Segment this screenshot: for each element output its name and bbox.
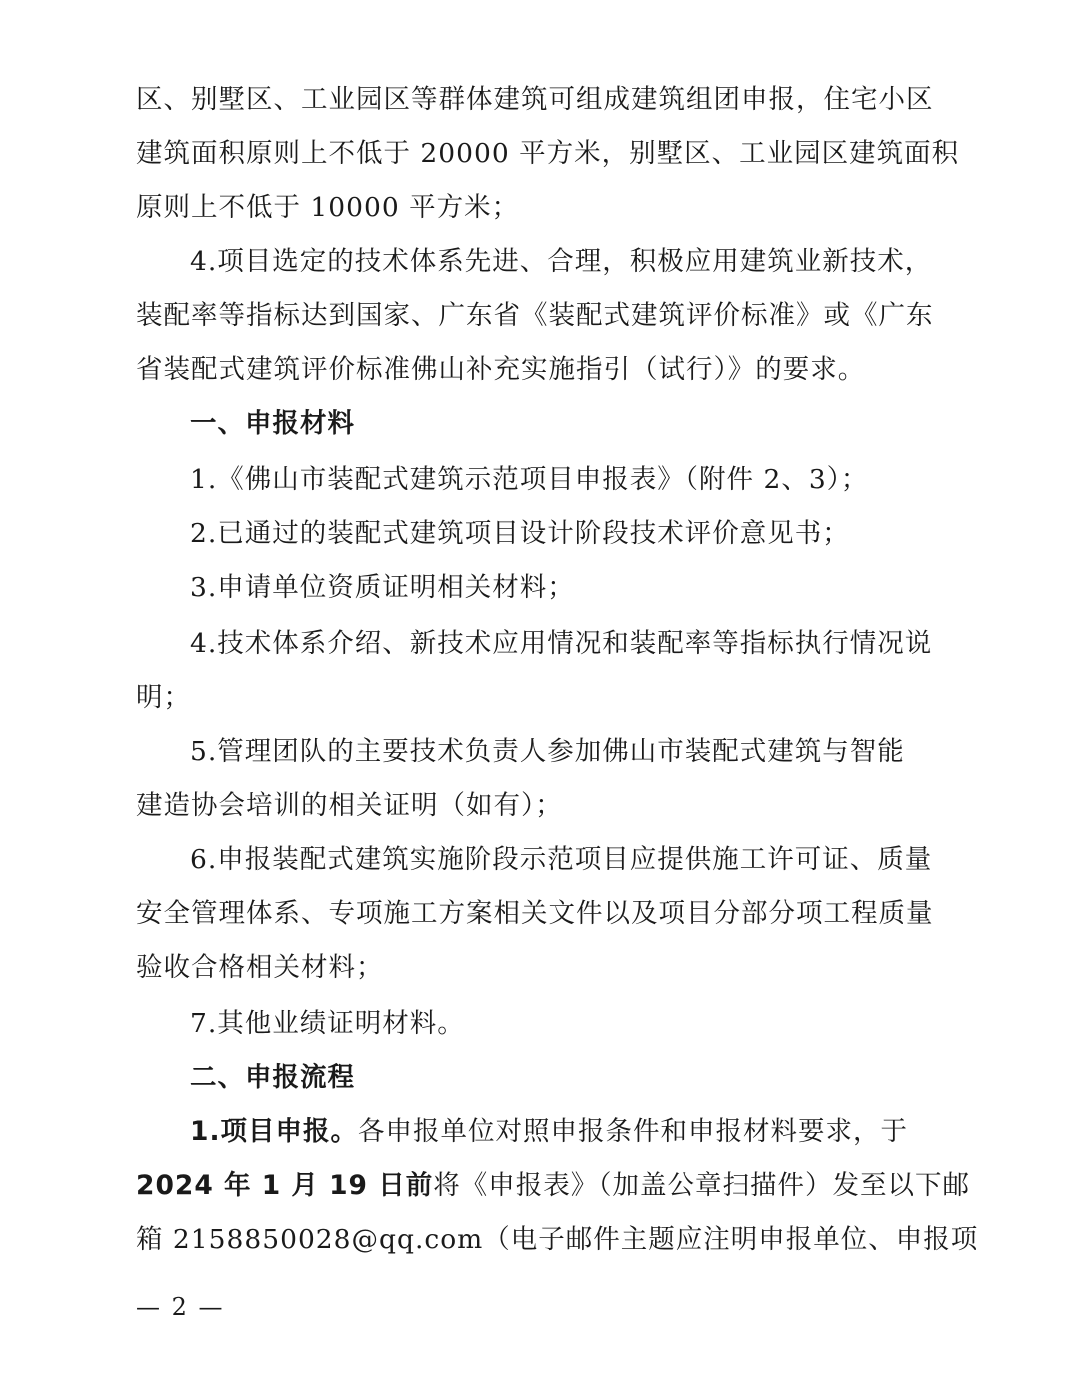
process-step-text: 将《申报表》（加盖公章扫描件）发至以下邮 — [433, 1170, 970, 1201]
process-line — [0, 1166, 1071, 1206]
process-line — [0, 1112, 1071, 1152]
section-heading-materials: 一、申报材料 — [190, 408, 355, 439]
process-step-title: 1.项目申报。 — [190, 1116, 359, 1147]
list-item: 2.已通过的装配式建筑项目设计阶段技术评价意见书； — [190, 518, 850, 549]
list-item: 7.其他业绩证明材料。 — [190, 1008, 465, 1039]
process-line: 箱 2158850028@qq.com（电子邮件主题应注明申报单位、申报项 — [136, 1224, 979, 1255]
list-item: 5.管理团队的主要技术负责人参加佛山市装配式建筑与智能 — [190, 736, 905, 767]
list-item: 6.申报装配式建筑实施阶段示范项目应提供施工许可证、质量 — [190, 844, 933, 875]
paragraph-line: 建筑面积原则上不低于 20000 平方米，别墅区、工业园区建筑面积 — [136, 138, 960, 169]
section-heading-process: 二、申报流程 — [190, 1062, 355, 1093]
paragraph-line: 装配率等指标达到国家、广东省《装配式建筑评价标准》或《广东 — [136, 300, 934, 331]
list-item-continued: 建造协会培训的相关证明（如有）； — [136, 790, 563, 821]
paragraph-line: 原则上不低于 10000 平方米； — [136, 192, 520, 223]
page-number: — 2 — — [136, 1293, 225, 1321]
process-step-text: 各申报单位对照申报条件和申报材料要求，于 — [358, 1116, 909, 1147]
paragraph-line: 4.项目选定的技术体系先进、合理，积极应用建筑业新技术， — [190, 246, 933, 277]
list-item: 3.申请单位资质证明相关材料； — [190, 572, 575, 603]
deadline-date: 2024 年 1 月 19 日前 — [136, 1170, 434, 1201]
list-item-continued: 验收合格相关材料； — [136, 952, 384, 983]
list-item: 1.《佛山市装配式建筑示范项目申报表》（附件 2、3）； — [190, 464, 869, 495]
list-item: 4.技术体系介绍、新技术应用情况和装配率等指标执行情况说 — [190, 628, 933, 659]
list-item-continued: 安全管理体系、专项施工方案相关文件以及项目分部分项工程质量 — [136, 898, 934, 929]
paragraph-line: 省装配式建筑评价标准佛山补充实施指引（试行）》的要求。 — [136, 354, 866, 385]
paragraph-line: 区、别墅区、工业园区等群体建筑可组成建筑组团申报，住宅小区 — [136, 84, 934, 115]
list-item-continued: 明； — [136, 682, 191, 713]
